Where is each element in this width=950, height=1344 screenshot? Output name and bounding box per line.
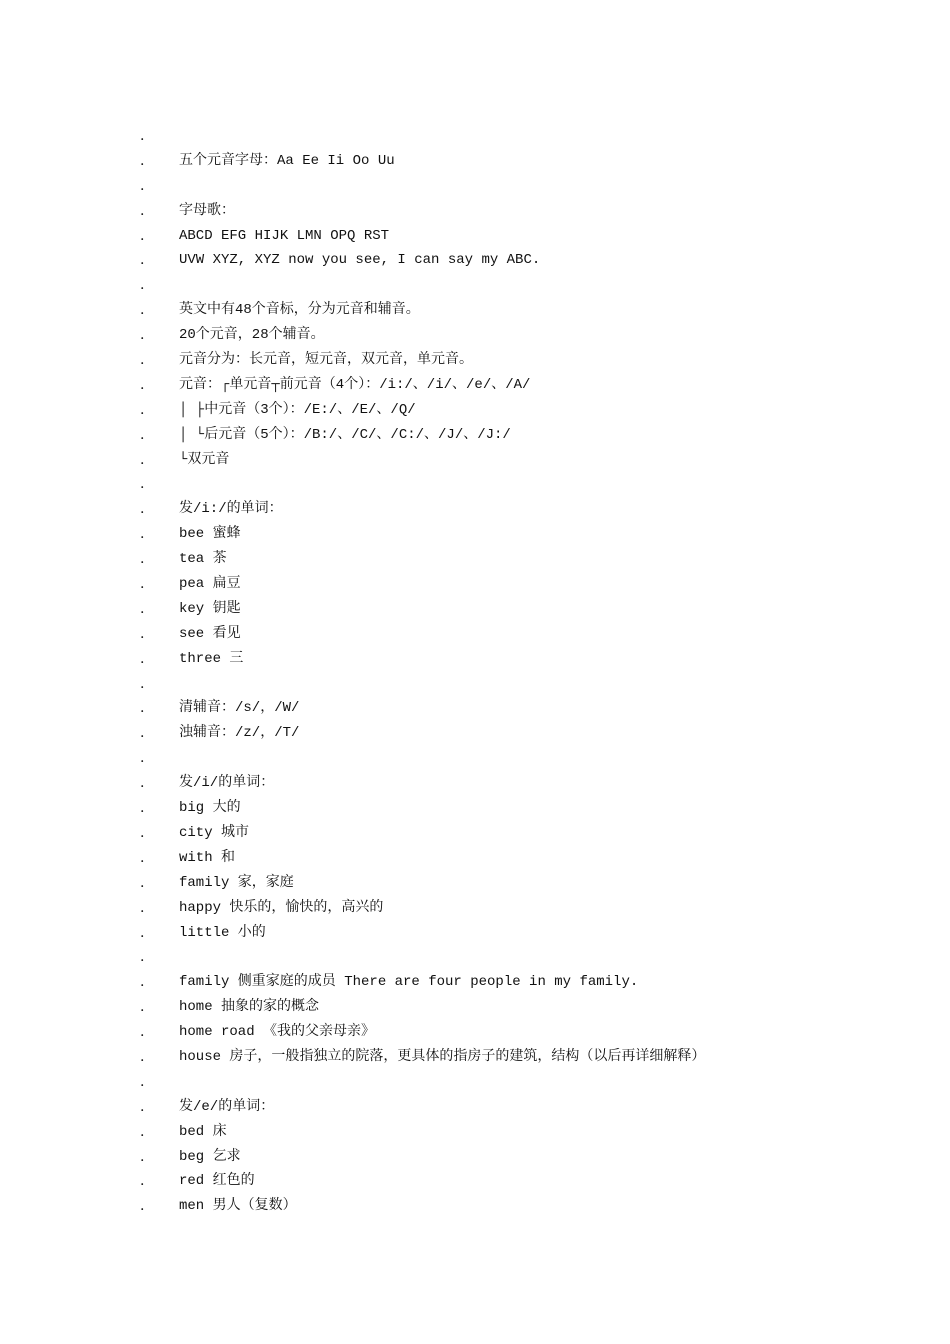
document-line	[0, 547, 950, 572]
document-line	[0, 174, 950, 199]
document-line	[0, 348, 950, 373]
line-bullet: .	[140, 600, 145, 617]
line-text: big 大的	[179, 800, 241, 817]
line-bullet: .	[140, 949, 145, 966]
line-text: 元音：┌单元音┬前元音（4个）：/i:/、/i/、/e/、/A/	[179, 376, 531, 393]
document-line	[0, 522, 950, 547]
line-bullet: .	[140, 725, 145, 742]
line-bullet: .	[140, 152, 145, 169]
line-bullet: .	[140, 750, 145, 767]
document-line	[0, 1194, 950, 1219]
line-bullet: .	[140, 128, 145, 144]
line-bullet: .	[140, 501, 145, 518]
document-line	[0, 871, 950, 896]
line-text: └双元音	[179, 451, 230, 468]
document-line	[0, 846, 950, 871]
line-bullet: .	[140, 924, 145, 941]
line-bullet: .	[140, 426, 145, 443]
line-bullet: .	[140, 551, 145, 568]
document-line	[0, 1145, 950, 1170]
line-bullet: .	[140, 526, 145, 543]
document-line	[0, 323, 950, 348]
line-bullet: .	[140, 874, 145, 891]
line-text: │ ├中元音（3个）：/E:/、/E/、/Q/	[179, 401, 416, 418]
line-text: 浊辅音：/z/，/T/	[179, 725, 300, 742]
document-line	[0, 1095, 950, 1120]
document-line	[0, 398, 950, 423]
line-text: 20个元音，28个辅音。	[179, 327, 325, 344]
document-line	[0, 647, 950, 672]
document-line	[0, 124, 950, 149]
line-bullet: .	[140, 476, 145, 493]
document-line	[0, 298, 950, 323]
line-text: UVW XYZ, XYZ now you see, I can say my ABC.	[179, 252, 541, 269]
line-bullet: .	[140, 625, 145, 642]
line-bullet: .	[140, 1098, 145, 1115]
document-line	[0, 199, 950, 224]
line-bullet: .	[140, 974, 145, 991]
line-bullet: .	[140, 202, 145, 219]
line-text: ABCD EFG HIJK LMN OPQ RST	[179, 227, 390, 244]
document-line	[0, 373, 950, 398]
line-text: pea 扁豆	[179, 576, 241, 593]
line-bullet: .	[140, 1123, 145, 1140]
document-line	[0, 248, 950, 273]
document-line	[0, 1169, 950, 1194]
document-line	[0, 771, 950, 796]
line-text: red 红色的	[179, 1173, 255, 1190]
line-bullet: .	[140, 800, 145, 817]
document-body	[0, 124, 950, 1219]
line-bullet: .	[140, 302, 145, 319]
document-line	[0, 696, 950, 721]
line-bullet: .	[140, 849, 145, 866]
line-text: │ └后元音（5个）：/B:/、/C/、/C:/、/J/、/J:/	[179, 426, 511, 443]
line-bullet: .	[140, 277, 145, 294]
document-line	[0, 423, 950, 448]
line-text: city 城市	[179, 824, 250, 841]
line-bullet: .	[140, 227, 145, 244]
line-text: 发/i:/的单词：	[179, 501, 283, 518]
document-line	[0, 448, 950, 473]
document-line	[0, 796, 950, 821]
line-bullet: .	[140, 252, 145, 269]
line-bullet: .	[140, 1198, 145, 1215]
line-text: men 男人（复数）	[179, 1198, 297, 1215]
line-text: tea 茶	[179, 551, 227, 568]
document-line	[0, 995, 950, 1020]
line-text: 发/e/的单词：	[179, 1098, 275, 1115]
line-bullet: .	[140, 177, 145, 194]
line-bullet: .	[140, 824, 145, 841]
line-text: 发/i/的单词：	[179, 775, 275, 792]
line-bullet: .	[140, 999, 145, 1016]
line-bullet: .	[140, 352, 145, 369]
document-line	[0, 721, 950, 746]
document-line	[0, 597, 950, 622]
line-text: little 小的	[179, 924, 266, 941]
line-text: house 房子，一般指独立的院落，更具体的指房子的建筑，结构（以后再详细解释）	[179, 1048, 706, 1065]
document-line	[0, 945, 950, 970]
line-text: family 家，家庭	[179, 874, 294, 891]
document-line	[0, 1020, 950, 1045]
line-text: see 看见	[179, 625, 241, 642]
document-line	[0, 1120, 950, 1145]
line-bullet: .	[140, 327, 145, 344]
document-line	[0, 1045, 950, 1070]
document-line	[0, 970, 950, 995]
line-bullet: .	[140, 1148, 145, 1165]
line-bullet: .	[140, 650, 145, 667]
document-line	[0, 622, 950, 647]
document-line	[0, 896, 950, 921]
document-line	[0, 1070, 950, 1095]
line-text: 元音分为：长元音，短元音，双元音，单元音。	[179, 352, 473, 369]
line-bullet: .	[140, 376, 145, 393]
line-bullet: .	[140, 451, 145, 468]
line-bullet: .	[140, 899, 145, 916]
line-bullet: .	[140, 700, 145, 717]
document-line	[0, 746, 950, 771]
line-bullet: .	[140, 1024, 145, 1041]
line-text: three 三	[179, 650, 244, 667]
line-text: key 钥匙	[179, 600, 241, 617]
line-text: 五个元音字母：Aa Ee Ii Oo Uu	[179, 152, 395, 169]
document-line	[0, 497, 950, 522]
document-line	[0, 821, 950, 846]
line-bullet: .	[140, 1173, 145, 1190]
document-line	[0, 672, 950, 697]
line-text: home road 《我的父亲母亲》	[179, 1024, 376, 1041]
line-text: family 侧重家庭的成员 There are four people in my family.	[179, 974, 639, 991]
line-text: 清辅音：/s/，/W/	[179, 700, 300, 717]
document-line	[0, 149, 950, 174]
line-text: bee 蜜蜂	[179, 526, 241, 543]
line-bullet: .	[140, 675, 145, 692]
document-line	[0, 224, 950, 249]
line-text: home 抽象的家的概念	[179, 999, 320, 1016]
line-bullet: .	[140, 576, 145, 593]
line-text: 英文中有48个音标，分为元音和辅音。	[179, 302, 420, 319]
document-line	[0, 921, 950, 946]
line-text: with 和	[179, 849, 236, 866]
line-text: beg 乞求	[179, 1148, 241, 1165]
line-bullet: .	[140, 1048, 145, 1065]
document-line	[0, 472, 950, 497]
document-line	[0, 572, 950, 597]
document-line	[0, 273, 950, 298]
line-bullet: .	[140, 775, 145, 792]
line-text: 字母歌：	[179, 202, 235, 219]
line-text: happy 快乐的，愉快的，高兴的	[179, 899, 384, 916]
line-bullet: .	[140, 401, 145, 418]
line-bullet: .	[140, 1073, 145, 1090]
line-text: bed 床	[179, 1123, 227, 1140]
